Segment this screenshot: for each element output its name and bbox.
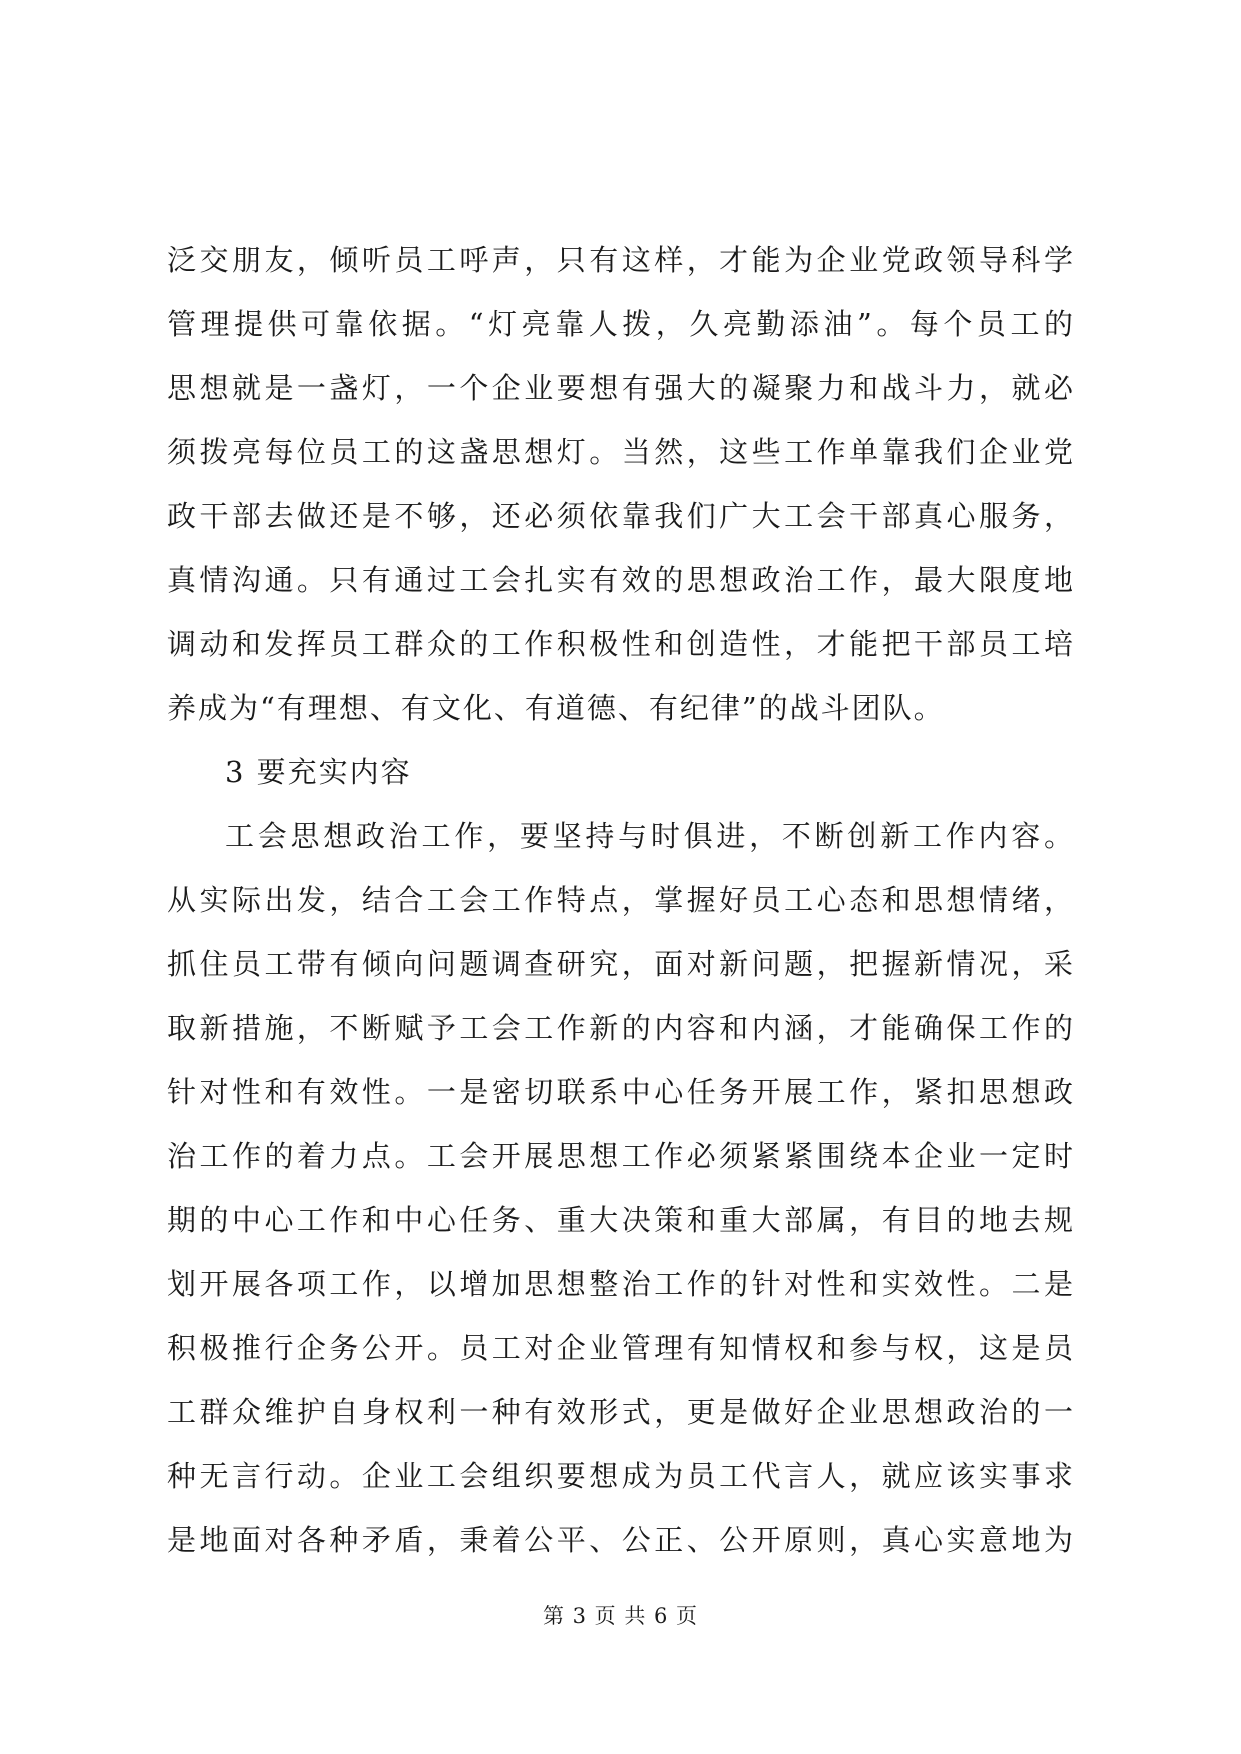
text-line: 政干部去做还是不够，还必须依靠我们广大工会干部真心服务， (167, 499, 1075, 533)
text-line: 调动和发挥员工群众的工作积极性和创造性，才能把干部员工培 (167, 627, 1075, 661)
text-line: 泛交朋友，倾听员工呼声，只有这样，才能为企业党政领导科学 (167, 243, 1075, 277)
text-line: 期的中心工作和中心任务、重大决策和重大部属，有目的地去规 (167, 1203, 1075, 1237)
text-line: 积极推行企务公开。员工对企业管理有知情权和参与权，这是员 (167, 1331, 1075, 1365)
text-line: 养成为“有理想、有文化、有道德、有纪律”的战斗团队。 (167, 691, 945, 725)
text-line: 划开展各项工作，以增加思想整治工作的针对性和实效性。二是 (167, 1267, 1075, 1301)
text-line: 工群众维护自身权利一种有效形式，更是做好企业思想政治的一 (167, 1395, 1075, 1429)
text-line: 抓住员工带有倾向问题调查研究，面对新问题，把握新情况，采 (167, 947, 1075, 981)
text-line: 从实际出发，结合工会工作特点，掌握好员工心态和思想情绪， (167, 883, 1075, 917)
text-line: 种无言行动。企业工会组织要想成为员工代言人，就应该实事求 (167, 1459, 1075, 1493)
text-line: 管理提供可靠依据。“灯亮靠人拨，久亮勤添油”。每个员工的 (167, 307, 1075, 341)
page-number-footer: 第 3 页 共 6 页 (542, 1604, 699, 1628)
text-line: 思想就是一盏灯，一个企业要想有强大的凝聚力和战斗力，就必 (167, 371, 1075, 405)
text-line: 取新措施，不断赋予工会工作新的内容和内涵，才能确保工作的 (167, 1011, 1075, 1045)
text-line: 须拨亮每位员工的这盏思想灯。当然，这些工作单靠我们企业党 (167, 435, 1075, 469)
body-text (167, 228, 1075, 1572)
text-line: 针对性和有效性。一是密切联系中心任务开展工作，紧扣思想政 (167, 1075, 1075, 1109)
text-line: 工会思想政治工作，要坚持与时俱进，不断创新工作内容。 (225, 819, 1075, 853)
section-heading: 3 要充实内容 (225, 755, 412, 789)
text-line: 治工作的着力点。工会开展思想工作必须紧紧围绕本企业一定时 (167, 1139, 1075, 1173)
text-line: 真情沟通。只有通过工会扎实有效的思想政治工作，最大限度地 (167, 563, 1075, 597)
text-line: 是地面对各种矛盾，秉着公平、公正、公开原则，真心实意地为 (167, 1523, 1075, 1557)
